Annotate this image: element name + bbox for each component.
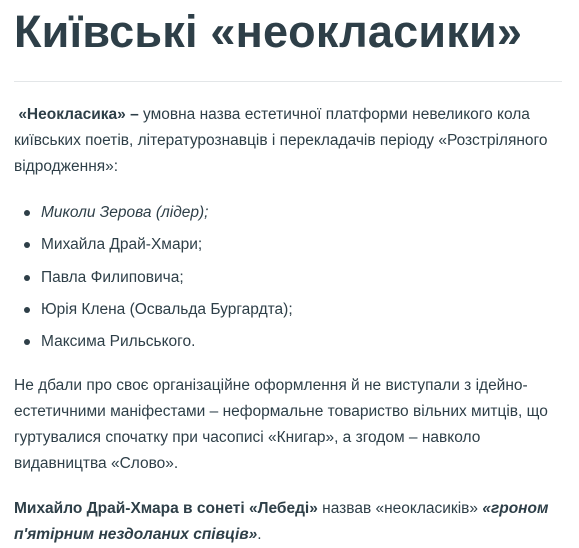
member-name: Максима Рильського. [41, 333, 196, 350]
bullet-icon [24, 242, 30, 248]
intro-term: «Неокласика» [18, 106, 126, 123]
list-item [14, 200, 562, 232]
bullet-icon [24, 210, 30, 216]
member-name: Михайла Драй-Хмари; [41, 236, 203, 254]
list-item [14, 329, 562, 361]
intro-dash: – [125, 106, 144, 123]
intro-paragraph [14, 102, 562, 180]
description-paragraph: Не дбали про своє організаційне оформлення й не виступали з ідейно-естетичними маніфестами – неформальне товариство вільних митців, що гуртувалися спочатку при часописі «Книгар», а згодом – навколо видавництва «Слово». [14, 377, 548, 473]
quote-attribution: Михайло Драй-Хмара в сонеті «Лебеді» [14, 500, 318, 518]
article [14, 0, 562, 548]
list-item [14, 232, 562, 264]
quote-middle: назвав «неокласиків» [317, 500, 483, 518]
member-name: Павла Филиповича; [41, 268, 184, 286]
bullet-icon [24, 339, 30, 345]
member-name: Юрія Клена (Освальда Бургардта); [41, 300, 293, 318]
bullet-icon [24, 275, 30, 281]
title-divider [14, 81, 562, 82]
bullet-icon [24, 307, 30, 313]
quote-end: . [257, 526, 262, 544]
page-title: Київські «неокласики» [14, 6, 523, 57]
intro-text: умовна назва естетичної платформи невеликого кола київських поетів, літературознавців і перекладачів періоду «Розстріляного відродження»: [14, 106, 548, 175]
quote-text: «гроном п'ятірним нездоланих співців» [14, 500, 549, 544]
list-item [14, 265, 562, 297]
quote-paragraph [14, 496, 562, 548]
list-item [14, 297, 562, 329]
member-name: Миколи Зерова (лідер); [41, 204, 209, 221]
members-list [14, 200, 562, 361]
